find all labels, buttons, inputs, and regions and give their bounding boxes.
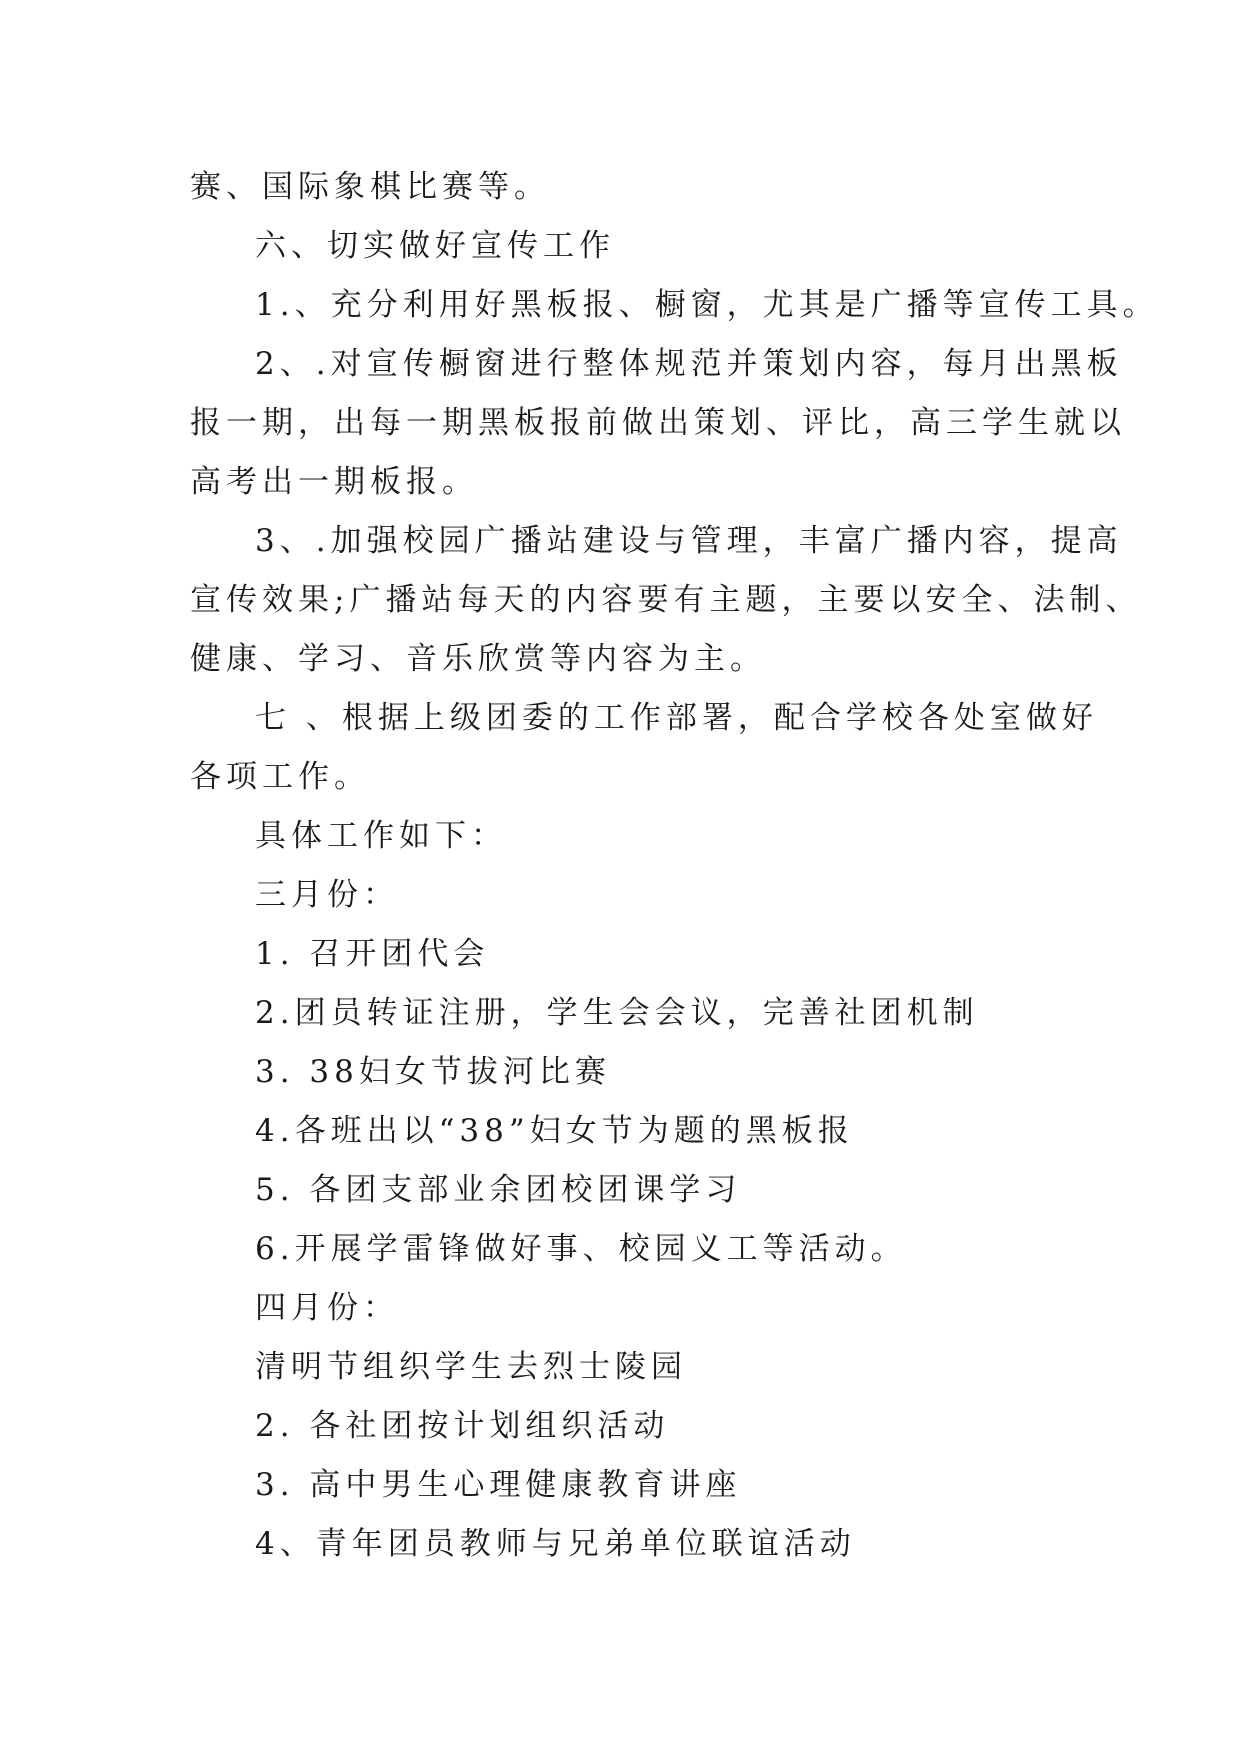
month-heading-march: 三月份： xyxy=(255,877,399,913)
text-line: 健康、学习、音乐欣赏等内容为主。 xyxy=(190,641,766,677)
section-heading-publicity: 六、切实做好宣传工作 xyxy=(255,228,615,264)
month-heading-april: 四月份： xyxy=(255,1290,399,1326)
list-item: 5. 各团支部业余团校团课学习 xyxy=(255,1172,742,1208)
text-line: 3、.加强校园广播站建设与管理，丰富广播内容，提高 xyxy=(255,523,1123,559)
list-item: 3. 高中男生心理健康教育讲座 xyxy=(255,1467,742,1503)
work-plan-heading: 具体工作如下： xyxy=(255,818,507,854)
section-heading-cooperation: 七 、根据上级团委的工作部署，配合学校各处室做好 xyxy=(255,700,1098,736)
list-item: 6.开展学雷锋做好事、校园义工等活动。 xyxy=(255,1231,907,1267)
list-item: 4、青年团员教师与兄弟单位联谊活动 xyxy=(255,1526,856,1562)
list-item: 4.各班出以“38”妇女节为题的黑板报 xyxy=(255,1113,854,1149)
list-item: 清明节组织学生去烈士陵园 xyxy=(255,1349,687,1385)
text-line: 宣传效果;广播站每天的内容要有主题，主要以安全、法制、 xyxy=(190,582,1142,618)
text-line: 各项工作。 xyxy=(190,759,370,795)
list-item: 2.团员转证注册，学生会会议，完善社团机制 xyxy=(255,995,979,1031)
list-item: 3. 38妇女节拔河比赛 xyxy=(255,1054,611,1090)
text-line: 1.、充分利用好黑板报、橱窗，尤其是广播等宣传工具。 xyxy=(255,287,1159,323)
text-line: 高考出一期板报。 xyxy=(190,464,478,500)
list-item: 2. 各社团按计划组织活动 xyxy=(255,1408,670,1444)
text-line: 赛、国际象棋比赛等。 xyxy=(190,169,550,205)
text-line: 报一期，出每一期黑板报前做出策划、评比，高三学生就以 xyxy=(190,405,1126,441)
text-line: 2、.对宣传橱窗进行整体规范并策划内容，每月出黑板 xyxy=(255,346,1123,382)
list-item: 1. 召开团代会 xyxy=(255,936,490,972)
